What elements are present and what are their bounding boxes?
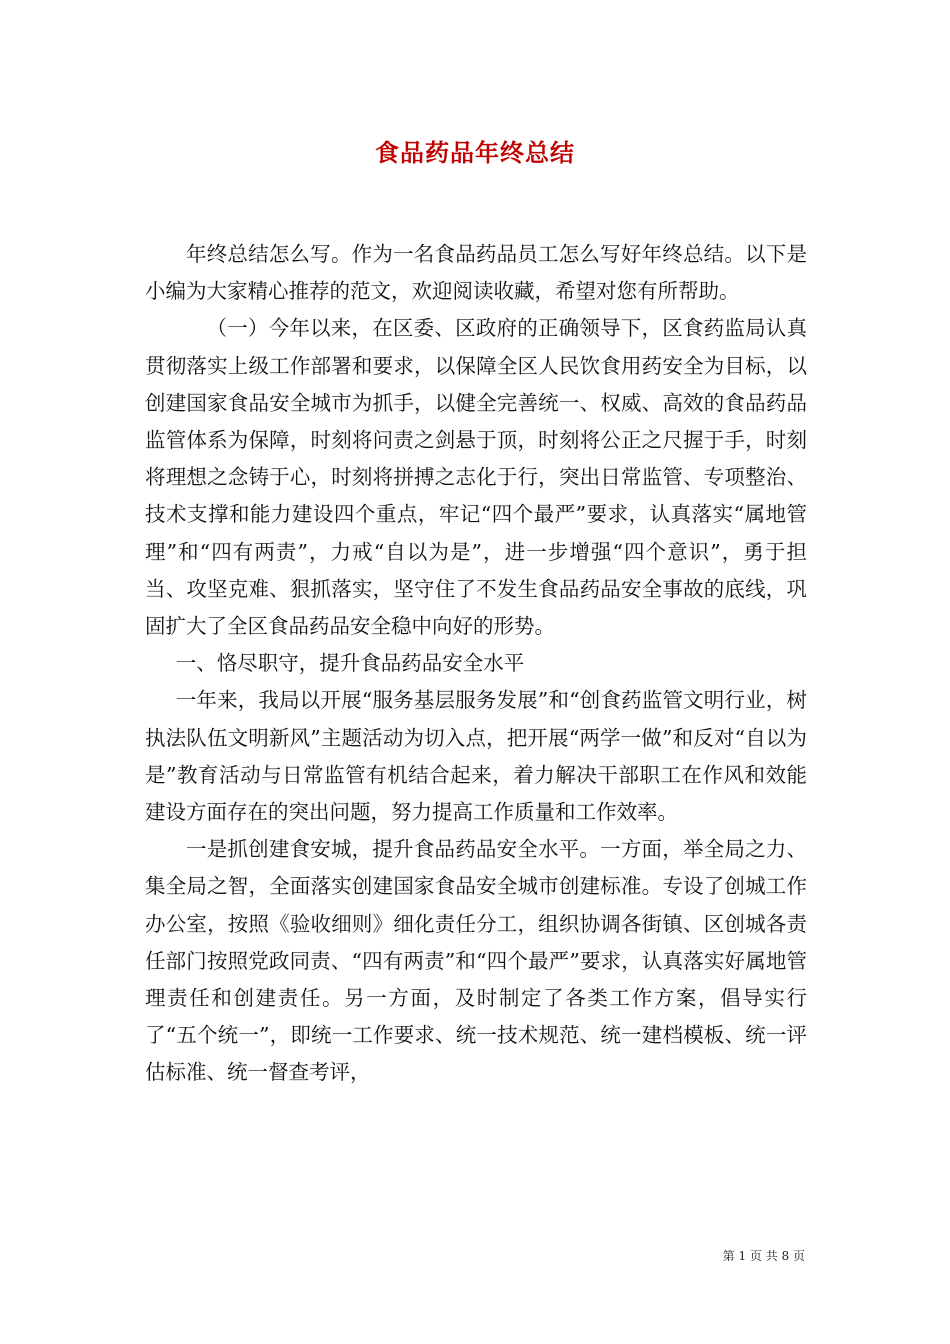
section-heading: 一、恪尽职守，提升食品药品安全水平 bbox=[175, 651, 525, 676]
document-body bbox=[145, 236, 807, 1092]
paragraph-food-safety-city: 一是抓创建食安城，提升食品药品安全水平。一方面，举全局之力、集全局之智，全面落实创建国家食品安全城市创建标准。专设了创城工作办公室，按照《验收细则》细化责任分工，组织协调各街镇、区创城各责任部门按照党政同责、“四有两责”和“四个最严”要求，认真落实好属地管理责任和创建责任。另一方面，及时制定了各类工作方案，倡导实行了“五个统一”，即统一工作要求、统一技术规范、统一建档模板、统一评估标准、统一督查考评， bbox=[145, 837, 807, 1085]
document-title: 食品药品年终总结 bbox=[375, 138, 575, 167]
paragraph-overview: （一）今年以来，在区委、区政府的正确领导下，区食药监局认真贯彻落实上级工作部署和要求，以保障全区人民饮食用药安全为目标，以创建国家食品安全城市为抓手，以健全完善统一、权威、高效的食品药品监管体系为保障，时刻将问责之剑悬于顶，时刻将公正之尺握于手，时刻将理想之念铸于心，时刻将拼搏之志化于行，突出日常监管、专项整治、技术支撑和能力建设四个重点，牢记“四个最严”要求，认真落实“属地管理”和“四有两责”，力戒“自以为是”，进一步增强“四个意识”，勇于担当、攻坚克难、狠抓落实，坚守住了不发生食品药品安全事故的底线，巩固扩大了全区食品药品安全稳中向好的形势。 bbox=[145, 316, 807, 639]
page-number: 第 1 页 共 8 页 bbox=[722, 1249, 805, 1263]
paragraph-intro: 年终总结怎么写。作为一名食品药品员工怎么写好年终总结。以下是小编为大家精心推荐的范文，欢迎阅读收藏，希望对您有所帮助。 bbox=[145, 242, 807, 304]
paragraph-year-summary: 一年来，我局以开展“服务基层服务发展”和“创食药监管文明行业，树执法队伍文明新风”主题活动为切入点，把开展“两学一做”和反对“自以为是”教育活动与日常监管有机结合起来，着力解决干部职工在作风和效能建设方面存在的突出问题，努力提高工作质量和工作效率。 bbox=[145, 688, 807, 825]
